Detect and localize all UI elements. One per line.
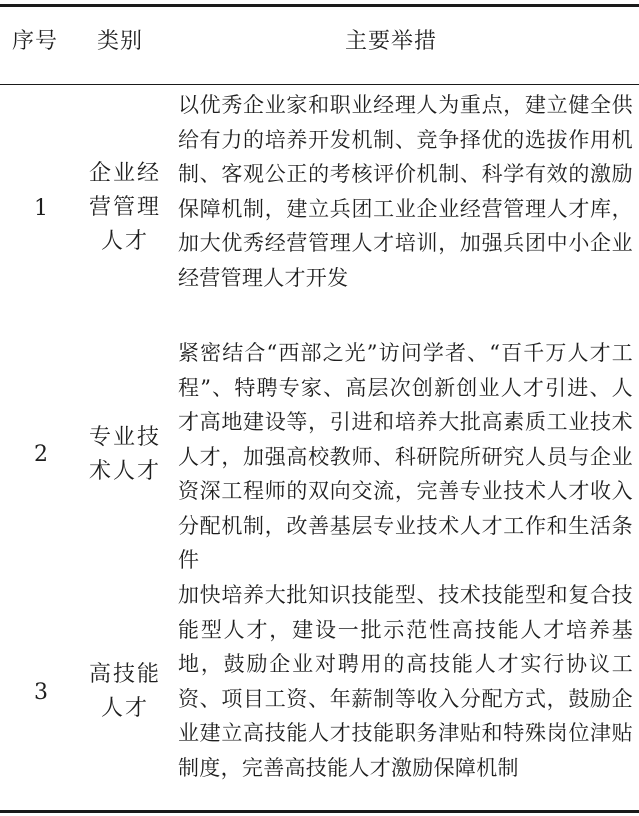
row-category-cell: [82, 336, 168, 573]
row-category: 企业经营管理人才: [88, 161, 161, 254]
row-measures-cell: [178, 88, 633, 328]
row-category: 高技能人才: [88, 662, 161, 721]
row-measures-cell: [178, 578, 633, 806]
row-category-cell: [82, 578, 168, 806]
row-measures: 以优秀企业家和职业经理人为重点，建立健全供给有力的培养开发机制、竞争择优的选拔作用机制、客观公正的考核评价机制、科学有效的激励保障机制，建立兵团工业企业经营管理人才库，加大优秀经营管理人才培训，加强兵团中小企业经营管理人才开发: [178, 93, 633, 290]
row-measures-cell: [178, 336, 633, 573]
table-top-rule: [0, 4, 639, 7]
row-measures: 加快培养大批知识技能型、技术技能型和复合技能型人才，建设一批示范性高技能人才培养基地，鼓励企业对聘用的高技能人才实行协议工资、项目工资、年薪制等收入分配方式，鼓励企业建立高技能人才技能职务津贴和特殊岗位津贴制度，完善高技能人才激励保障机制: [178, 583, 633, 780]
header-main-measures: 主要举措: [345, 29, 438, 54]
table-header-rule: [0, 84, 639, 85]
table-row: [0, 336, 639, 573]
table-row: [0, 88, 639, 328]
table-row: [0, 578, 639, 806]
row-category-cell: [82, 88, 168, 328]
row-serial-number: 1: [34, 195, 48, 221]
row-serial-number: 2: [34, 442, 48, 467]
header-category: 类别: [97, 29, 144, 54]
row-serial-number: 3: [34, 679, 48, 705]
header-serial-number: 序号: [12, 29, 59, 54]
table-bottom-rule: [0, 810, 639, 813]
row-category: 专业技术人才: [88, 424, 161, 484]
row-measures: 紧密结合“西部之光”访问学者、“百千万人才工程”、特聘专家、高层次创新创业人才引进、人才高地建设等，引进和培养大批高素质工业技术人才，加强高校教师、科研院所研究人员与企业资深工程师的双向交流，完善专业技术人才收入分配机制，改善基层专业技术人才工作和生活条件: [178, 341, 633, 572]
